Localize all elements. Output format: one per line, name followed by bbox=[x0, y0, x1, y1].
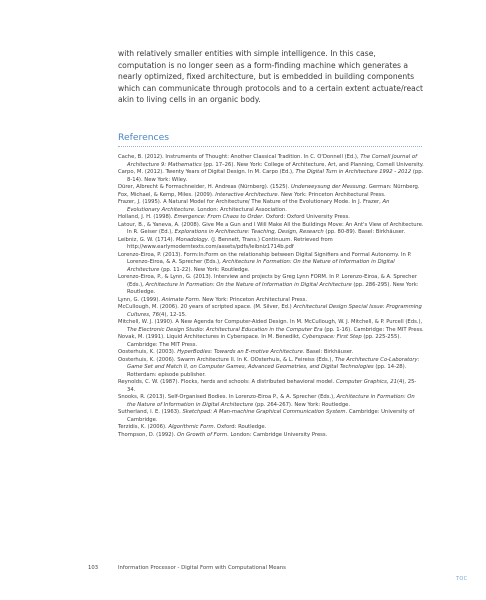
reference-entry bbox=[118, 214, 424, 222]
reference-entry bbox=[118, 199, 424, 214]
reference-entry bbox=[118, 304, 424, 319]
reference-entry bbox=[118, 169, 424, 184]
reference-details: (pp. 14-28). Rotterdam: episode publisher. bbox=[127, 364, 407, 378]
reference-text: Thompson, D. (1992). bbox=[118, 431, 177, 438]
reference-text: Sutherland, I. E. (1963). bbox=[118, 409, 183, 415]
reference-text: Dürer, Albrecht & Formschneider, H. Andreas (Nürnberg). (1525). bbox=[118, 184, 291, 190]
reference-text: Cache, B. (2012). Instruments of Thought: Another Classical Tradition. In C. O'Donnell (Ed.), bbox=[118, 154, 361, 160]
reference-entry bbox=[118, 357, 424, 380]
references-heading: References bbox=[118, 132, 170, 143]
reference-title: Computer Graphics, 21 bbox=[335, 379, 397, 385]
reference-details: (pp. 225-255). Cambridge: The MIT Press. bbox=[127, 334, 402, 348]
reference-title: Algorithmic Form bbox=[168, 424, 214, 430]
reference-details: (pp. 1-16). Cambridge: The MIT Press. bbox=[322, 326, 424, 333]
reference-details: (pp. 17–26). New York: College of Architecture, Art, and Planning, Cornell University. bbox=[201, 161, 424, 168]
reference-title: The Architecture Co-Laboratory: Game Set and Match II, on Computer Games, Advanced Geometries, and Digital Technologies bbox=[127, 356, 420, 370]
reference-title: Sketchpad: A Man-machine Graphical Communication System bbox=[182, 409, 346, 415]
reference-text: Terzidis, K. (2006). bbox=[118, 424, 169, 430]
reference-title: An Evolutionary Architecture bbox=[127, 199, 390, 213]
reference-entry bbox=[118, 409, 424, 424]
reference-title: Cyberspace: First Step bbox=[302, 334, 362, 340]
reference-title: The Electronic Design Studio: Architectural Education in the Computer Era bbox=[127, 326, 323, 333]
reference-entry bbox=[118, 222, 424, 237]
reference-title: Interactive Architecture bbox=[215, 191, 278, 198]
reference-entry bbox=[118, 379, 424, 394]
reference-text: Oosterhuis, K. (2006). Swarm Architecture II. In K. OOsterhuis, & L. Feireiss (Eds.), bbox=[118, 356, 335, 363]
reference-text: McCullough, M. (2006). 20 years of scripted space. (M. Silver, Ed.) bbox=[118, 304, 294, 310]
reference-entry bbox=[118, 274, 424, 297]
reference-entry bbox=[118, 334, 424, 349]
reference-entry bbox=[118, 319, 424, 334]
reference-entry bbox=[118, 192, 424, 200]
reference-details: . New York: Princeton Architectural Press. bbox=[277, 191, 386, 198]
reference-text: Holland, J. H. (1998). bbox=[118, 214, 175, 220]
page-number: 103 bbox=[88, 565, 99, 571]
reference-details: (pp. 264-267). New York: Routledge. bbox=[253, 401, 351, 408]
reference-text: Fox, Michael, & Kemp, Miles. (2009). bbox=[118, 191, 216, 198]
reference-text: Frazer, J. (1995). A Natural Model for Architecture/ The Nature of the Evolutionary Mode. In J. Frazer, bbox=[118, 199, 383, 205]
reference-text: Mitchell, W. J. (1990). A New Agenda for Computer-Aided Design. In M. McCullough, W. J. Mitchell, & P. Purcell (Eds.), bbox=[118, 319, 423, 325]
reference-details: . Oxford: Oxford University Press. bbox=[262, 214, 350, 220]
reference-text: Lorenzo-Eiroa, P. (2013). Form:In:Form on the relationship between Digital Signifiers and Formal Autonomy. In P. Lorenzo-Eiroa, & A. Sprecher (Eds.), bbox=[118, 251, 412, 265]
reference-text: Novak, M. (1991). Liquid Architectures in Cyberspace. In M. Benedikt, bbox=[118, 334, 303, 340]
reference-entry bbox=[118, 297, 424, 305]
reference-entry bbox=[118, 349, 424, 357]
references-divider bbox=[118, 146, 422, 147]
reference-details: . German: Nürnberg. bbox=[365, 184, 420, 190]
reference-title: On Growth of Form bbox=[176, 431, 228, 438]
reference-details: (pp. 8-14). New York: Wiley. bbox=[127, 169, 424, 183]
reference-text: Snooks, R. (2013). Self-Organised Bodies. In Lorenzo-Eiroa P., & A. Sprecher (Eds.), bbox=[118, 394, 337, 400]
reference-entry bbox=[118, 394, 424, 409]
reference-details: (pp. 80-89). Basel: Birkhäuser. bbox=[323, 229, 406, 235]
reference-entry bbox=[118, 154, 424, 169]
reference-title: Underweysung der Messung bbox=[290, 184, 366, 190]
reference-details: . Cambridge: University of Cambridge. bbox=[127, 409, 415, 423]
reference-title: Architectural Design Special Issue: Programming Cultures, 76 bbox=[127, 304, 422, 318]
reference-title: Architecture in Formation: On the Nature of Information in Digital Architecture bbox=[127, 394, 415, 408]
reference-details: (4), 12-15. bbox=[158, 311, 187, 318]
reference-details: . New York: Princeton Architectural Press. bbox=[198, 296, 307, 303]
reference-title: Emergence: From Chaos to Order bbox=[174, 214, 263, 220]
running-title: Information Processor - Digital Form with Computational Means bbox=[118, 565, 286, 571]
reference-title: Explorations in Architecture: Teaching, Design, Research bbox=[174, 229, 324, 235]
reference-details: . Basel: Birkhäuser. bbox=[302, 349, 354, 355]
reference-title: The Cornell Journal of Architecture 9: Mathematics bbox=[127, 154, 417, 168]
reference-text: Reynolds, C. W. (1987). Flocks, herds and schools: A distributed behavioral model. bbox=[118, 379, 336, 385]
reference-text: Lorenzo-Eiroa, P., & Lynn, G. (2013). Interview and projects by Greg Lynn FORM. In P. Lorenzo-Eiroa, & A. Sprecher (Eds.), bbox=[118, 274, 417, 288]
reference-text: Latour, B., & Yaneva, A. (2008). Give Me a Gun and I Will Make All the Buildings Move: An Ant's View of Architecture. In R. Geiser (Ed.), bbox=[118, 221, 424, 235]
toc-link[interactable]: TOC bbox=[456, 576, 468, 582]
reference-title: Architecture In Formation: On the Nature of Information in Digital Architecture bbox=[127, 259, 395, 273]
reference-details: . London: Cambridge University Press. bbox=[227, 431, 328, 438]
intro-paragraph bbox=[118, 48, 424, 106]
reference-details: (4), 25-34. bbox=[127, 379, 417, 393]
reference-details: . Oxford: Routledge. bbox=[213, 424, 267, 430]
reference-details: . (J. Bennett, Trans.) Continuum. Retrieved from http://www.earlymoderntexts.com/assets/pdfs/leibniz1714b.pdf bbox=[127, 236, 333, 250]
reference-details: (pp. 11-22). New York: Routledge. bbox=[159, 266, 250, 273]
reference-title: Monadology bbox=[175, 236, 208, 243]
reference-text: Lynn, G. (1999). bbox=[118, 296, 162, 303]
reference-text: Oosterhuis, K. (2003). bbox=[118, 349, 178, 355]
reference-entry bbox=[118, 432, 424, 440]
reference-entry bbox=[118, 252, 424, 275]
reference-text: Leibniz, G. W. (1714). bbox=[118, 236, 176, 243]
reference-entry bbox=[118, 424, 424, 432]
reference-title: The Digital Turn in Architecture 1992 - 2012 bbox=[295, 169, 412, 175]
reference-title: HyperBodies: Towards an E-motive Architecture bbox=[177, 349, 303, 355]
intro-text: with relatively smaller entities with simple intelligence. In this case, computation is no longer seen as a form-finding machine which generates a nearly optimized, fixed architecture, but is embedded in building components which can communicate through protocols and to a certain extent actuate/react akin to living cells in an organic body. bbox=[118, 49, 423, 105]
reference-details: . London: Architectural Association. bbox=[194, 206, 287, 213]
reference-entry bbox=[118, 184, 424, 192]
reference-entry bbox=[118, 237, 424, 252]
reference-title: Architecture In Formation: On the Nature of Information in Digital Architecture bbox=[145, 281, 352, 288]
reference-title: Animate Form bbox=[161, 296, 199, 303]
references-list bbox=[118, 154, 424, 439]
reference-text: Carpo, M. (2012). Twenty Years of Digital Design. In M. Carpo (Ed.), bbox=[118, 169, 296, 175]
reference-details: (pp. 286-295). New York: Routledge. bbox=[127, 281, 419, 295]
